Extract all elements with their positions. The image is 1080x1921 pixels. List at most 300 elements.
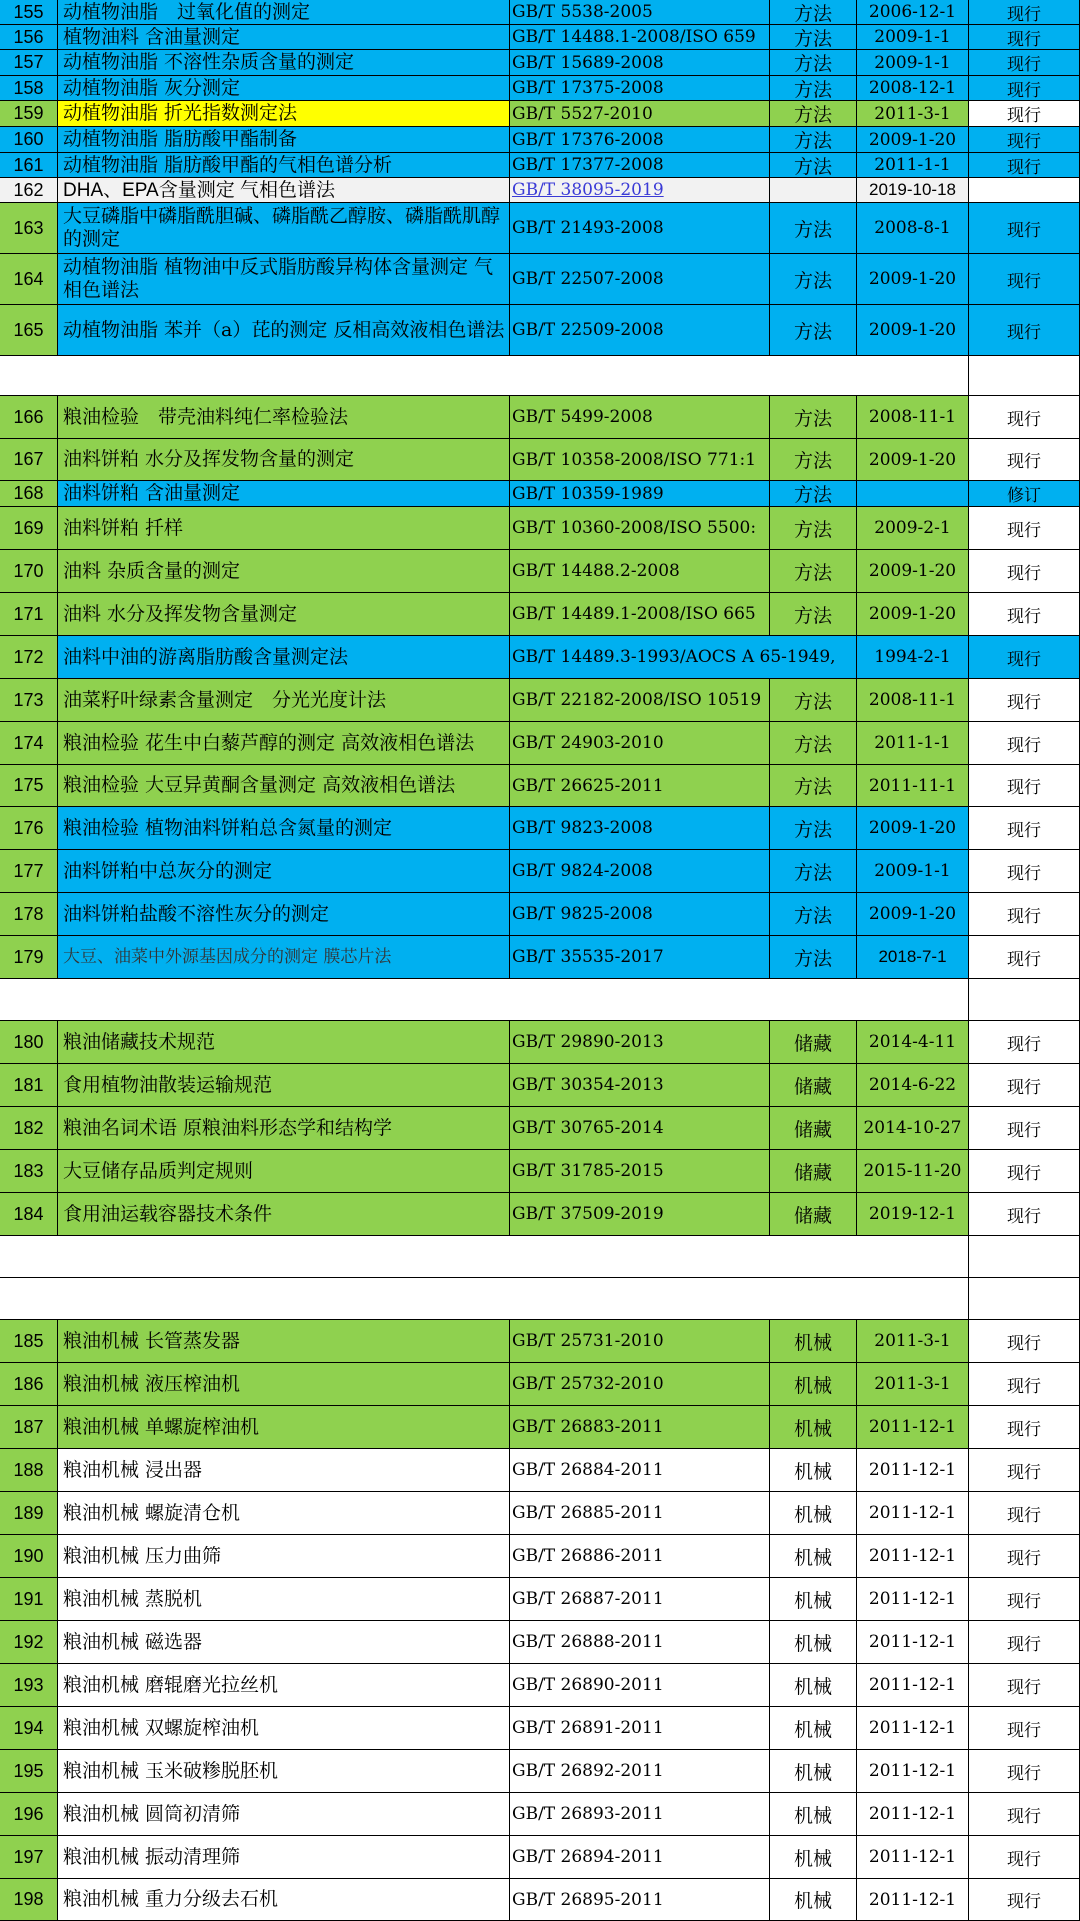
category-cell <box>770 178 857 203</box>
effective-date-cell <box>857 550 969 593</box>
effective-date-cell <box>857 1621 969 1664</box>
status-text: 现行 <box>1007 1462 1041 1483</box>
standard-name-text: 动植物油脂 植物油中反式脂肪酸异构体含量测定 气相色谱法 <box>63 256 494 301</box>
standard-code-cell <box>510 1193 770 1236</box>
table-row <box>0 936 1080 979</box>
category-cell <box>770 76 857 101</box>
row-number-text: 168 <box>13 483 44 503</box>
standard-name-text: 粮油机械 长管蒸发器 <box>63 1329 241 1352</box>
standard-name-cell <box>58 1879 510 1921</box>
effective-date-text: 2011-1-1 <box>874 155 951 175</box>
status-cell <box>969 936 1080 979</box>
category-cell <box>770 679 857 722</box>
category-text: 方法 <box>793 733 832 756</box>
blank-row <box>0 1236 1080 1278</box>
standard-name-text: DHA、EPA含量测定 气相色谱法 <box>63 179 336 201</box>
table-row <box>0 1363 1080 1406</box>
status-cell <box>969 153 1080 178</box>
effective-date-cell <box>857 1535 969 1578</box>
effective-date-cell <box>857 1879 969 1921</box>
row-number-cell <box>0 305 58 356</box>
effective-date-text: 2006-12-1 <box>868 2 957 22</box>
blank-cell <box>0 1236 969 1278</box>
category-text: 机械 <box>793 1718 832 1741</box>
table-row <box>0 1879 1080 1921</box>
row-number-cell <box>0 50 58 76</box>
row-number-text: 167 <box>13 449 44 469</box>
effective-date-cell <box>857 153 969 178</box>
table-row <box>0 153 1080 178</box>
status-cell <box>969 1664 1080 1707</box>
effective-date-text: 2011-3-1 <box>874 1374 951 1394</box>
standard-code-cell <box>510 1578 770 1621</box>
status-cell <box>969 1021 1080 1064</box>
category-text: 方法 <box>793 27 832 50</box>
category-cell <box>770 1107 857 1150</box>
standard-code-text: GB/T 26892-2011 <box>512 1761 664 1781</box>
standard-code-text: GB/T 26888-2011 <box>512 1632 664 1652</box>
status-text: 现行 <box>1007 778 1041 798</box>
standard-name-text: 植物油料 含油量测定 <box>63 25 241 48</box>
table-row <box>0 305 1080 356</box>
table-row <box>0 1449 1080 1492</box>
effective-date-cell <box>857 679 969 722</box>
row-number-cell <box>0 1107 58 1150</box>
table-row <box>0 1621 1080 1664</box>
standard-name-text: 动植物油脂 脂肪酸甲酯制备 <box>63 128 298 150</box>
standard-name-cell <box>58 439 510 481</box>
standard-name-text: 油料饼粕 扦样 <box>63 516 184 539</box>
table-row <box>0 1021 1080 1064</box>
table-row <box>0 1150 1080 1193</box>
standard-code-text: GB/T 22509-2008 <box>512 320 664 340</box>
row-number-text: 187 <box>13 1416 44 1437</box>
standard-code-text: GB/T 14489.1-2008/ISO 665 <box>512 604 756 624</box>
standard-name-text: 动植物油脂 灰分测定 <box>63 76 241 99</box>
effective-date-text: 1994-2-1 <box>874 647 951 667</box>
effective-date-text: 2009-1-20 <box>868 449 957 470</box>
standard-name-cell <box>58 76 510 101</box>
standard-code-text: GB/T 26885-2011 <box>512 1503 664 1523</box>
effective-date-cell <box>857 1750 969 1793</box>
standard-name-text: 粮油储藏技术规范 <box>63 1030 216 1053</box>
standard-name-text: 动植物油脂 脂肪酸甲酯的气相色谱分析 <box>63 153 393 176</box>
standard-name-text: 粮油检验 带壳油料纯仁率检验法 <box>63 405 349 428</box>
standard-code-cell <box>510 507 770 550</box>
effective-date-text: 2008-11-1 <box>868 690 957 710</box>
table-row <box>0 25 1080 50</box>
status-text: 现行 <box>1007 1163 1041 1184</box>
effective-date-text: 2008-11-1 <box>868 407 957 427</box>
category-text: 方法 <box>793 320 832 343</box>
category-cell <box>770 1150 857 1193</box>
effective-date-text: 2011-12-1 <box>868 1847 957 1867</box>
status-text: 现行 <box>1007 1505 1041 1526</box>
standard-code-text: GB/T 26895-2011 <box>512 1889 664 1910</box>
effective-date-text: 2011-12-1 <box>868 1761 957 1781</box>
effective-date-cell <box>857 1492 969 1535</box>
table-row <box>0 593 1080 636</box>
status-cell <box>969 25 1080 50</box>
standard-code-cell <box>510 254 770 305</box>
row-number-text: 163 <box>13 217 44 238</box>
standard-name-text: 油菜籽叶绿素含量测定 分光光度计法 <box>63 688 387 711</box>
table-row <box>0 1406 1080 1449</box>
standard-code-cell <box>510 936 770 979</box>
standard-name-cell <box>58 679 510 722</box>
status-cell <box>969 550 1080 593</box>
standard-name-cell <box>58 254 510 305</box>
status-cell <box>969 1879 1080 1921</box>
category-cell <box>770 1578 857 1621</box>
effective-date-text: 2009-1-20 <box>868 904 957 924</box>
standard-code-text[interactable]: GB/T 38095-2019 <box>512 180 664 200</box>
category-cell <box>770 1449 857 1492</box>
row-number-cell <box>0 101 58 127</box>
table-row <box>0 765 1080 807</box>
standard-name-cell <box>58 936 510 979</box>
status-text: 现行 <box>1007 1677 1041 1698</box>
category-cell <box>770 439 857 481</box>
row-number-text: 171 <box>13 603 44 624</box>
category-cell <box>770 1879 857 1921</box>
status-text: 现行 <box>1007 409 1041 430</box>
category-text: 方法 <box>793 561 832 584</box>
effective-date-text: 2008-12-1 <box>868 78 957 98</box>
standard-code-text: GB/T 25731-2010 <box>512 1331 664 1351</box>
effective-date-text: 2014-10-27 <box>863 1118 962 1138</box>
status-text: 现行 <box>1007 132 1041 152</box>
row-number-cell <box>0 936 58 979</box>
category-cell <box>770 722 857 765</box>
status-cell <box>969 1707 1080 1750</box>
row-number-cell <box>0 1621 58 1664</box>
standard-code-cell <box>510 76 770 101</box>
standard-code-text: GB/T 5499-2008 <box>512 407 653 427</box>
row-number-text: 186 <box>13 1373 44 1394</box>
category-cell <box>770 203 857 254</box>
table-row <box>0 893 1080 936</box>
status-text: 现行 <box>1007 157 1041 178</box>
standard-name-text: 食用植物油散装运输规范 <box>63 1073 273 1096</box>
standard-code-cell <box>510 101 770 127</box>
row-number-text: 190 <box>13 1545 44 1566</box>
category-cell <box>770 101 857 127</box>
category-text: 方法 <box>793 861 832 884</box>
status-cell <box>969 636 1080 679</box>
row-number-text: 193 <box>13 1674 44 1695</box>
standard-name-text: 粮油机械 螺旋清仓机 <box>63 1501 241 1524</box>
standard-name-cell <box>58 0 510 25</box>
effective-date-cell <box>857 1664 969 1707</box>
table-row <box>0 1664 1080 1707</box>
standard-code-text: GB/T 29890-2013 <box>512 1032 664 1052</box>
standard-code-cell <box>510 1879 770 1921</box>
status-text: 现行 <box>1007 1077 1041 1098</box>
standard-code-text: GB/T 21493-2008 <box>512 218 664 238</box>
row-number-text: 158 <box>13 77 44 98</box>
standard-name-text: 大豆储存品质判定规则 <box>63 1159 254 1182</box>
row-number-cell <box>0 25 58 50</box>
row-number-cell <box>0 1664 58 1707</box>
effective-date-cell <box>857 1793 969 1836</box>
status-text: 现行 <box>1007 4 1041 25</box>
row-number-cell <box>0 76 58 101</box>
row-number-text: 165 <box>13 319 44 340</box>
effective-date-text: 2011-11-1 <box>868 775 957 796</box>
section-header-row <box>0 979 1080 1021</box>
effective-date-text: 2011-12-1 <box>868 1632 957 1652</box>
table-row <box>0 1492 1080 1535</box>
row-number-text: 196 <box>13 1803 44 1824</box>
row-number-cell <box>0 636 58 679</box>
standard-code-text: GB/T 26893-2011 <box>512 1804 664 1824</box>
standard-name-cell <box>58 507 510 550</box>
status-cell <box>969 439 1080 481</box>
standard-name-cell <box>58 1406 510 1449</box>
standard-name-text: 大豆、油菜中外源基因成分的测定 膜芯片法 <box>63 946 392 967</box>
category-text: 方法 <box>793 484 832 506</box>
category-cell <box>770 1320 857 1363</box>
standard-name-cell <box>58 153 510 178</box>
standard-code-text: GB/T 26894-2011 <box>512 1847 664 1867</box>
effective-date-cell <box>857 507 969 550</box>
effective-date-cell <box>857 765 969 807</box>
standard-code-text: GB/T 30354-2013 <box>512 1075 664 1095</box>
effective-date-cell <box>857 1107 969 1150</box>
effective-date-cell <box>857 101 969 127</box>
effective-date-cell <box>857 850 969 893</box>
table-row <box>0 481 1080 507</box>
standard-code-text: GB/T 9824-2008 <box>512 861 653 881</box>
row-number-cell <box>0 850 58 893</box>
status-cell <box>969 1535 1080 1578</box>
category-text: 方法 <box>793 2 832 25</box>
row-number-text: 173 <box>13 689 44 710</box>
standard-code-cell <box>510 481 770 507</box>
category-cell <box>770 507 857 550</box>
standard-code-text: GB/T 22182-2008/ISO 10519 <box>512 690 762 710</box>
standard-code-cell <box>510 1664 770 1707</box>
row-number-text: 172 <box>13 646 44 667</box>
category-text: 储藏 <box>793 1161 832 1184</box>
status-text: 现行 <box>1007 1892 1041 1912</box>
standard-code-cell <box>510 893 770 936</box>
category-cell <box>770 893 857 936</box>
category-text: 方法 <box>793 218 832 241</box>
standard-code-cell <box>510 1793 770 1836</box>
table-row <box>0 254 1080 305</box>
effective-date-cell <box>857 1064 969 1107</box>
effective-date-cell <box>857 76 969 101</box>
standard-name-text: 粮油名词术语 原粮油料形态学和结构学 <box>63 1116 393 1139</box>
row-number-text: 179 <box>13 946 44 967</box>
standard-code-text: GB/T 17377-2008 <box>512 155 664 175</box>
table-row <box>0 722 1080 765</box>
status-text: 现行 <box>1007 863 1041 884</box>
row-number-cell <box>0 0 58 25</box>
effective-date-cell <box>857 1836 969 1879</box>
status-cell <box>969 807 1080 850</box>
effective-date-text: 2009-1-20 <box>868 604 957 624</box>
standard-code-text: GB/T 26883-2011 <box>512 1417 664 1437</box>
status-text: 现行 <box>1007 322 1041 343</box>
status-cell <box>969 76 1080 101</box>
standard-name-cell <box>58 593 510 636</box>
category-cell <box>770 1793 857 1836</box>
status-cell <box>969 1793 1080 1836</box>
status-cell <box>969 0 1080 25</box>
row-number-text: 185 <box>13 1330 44 1351</box>
standard-name-text: 粮油检验 大豆异黄酮含量测定 高效液相色谱法 <box>63 774 456 796</box>
standard-name-text: 大豆磷脂中磷脂酰胆碱、磷脂酰乙醇胺、磷脂酰肌醇的测定 <box>63 205 501 250</box>
category-text: 方法 <box>793 155 832 178</box>
effective-date-cell <box>857 439 969 481</box>
row-number-cell <box>0 1320 58 1363</box>
status-text: 现行 <box>1007 563 1041 584</box>
effective-date-text: 2011-3-1 <box>874 103 951 124</box>
table-row <box>0 1750 1080 1793</box>
standard-code-cell <box>510 1707 770 1750</box>
category-text: 储藏 <box>793 1118 832 1141</box>
effective-date-text: 2019-10-18 <box>869 180 956 199</box>
effective-date-text: 2014-6-22 <box>868 1075 957 1095</box>
category-text: 机械 <box>793 1417 832 1440</box>
standard-name-text: 粮油机械 液压榨油机 <box>63 1372 241 1395</box>
table-row <box>0 439 1080 481</box>
status-text: 现行 <box>1007 106 1041 126</box>
category-text: 方法 <box>793 776 832 798</box>
effective-date-cell <box>857 1320 969 1363</box>
standard-name-cell <box>58 1535 510 1578</box>
standard-code-text: GB/T 9825-2008 <box>512 904 653 924</box>
row-number-text: 194 <box>13 1717 44 1738</box>
table-row <box>0 0 1080 25</box>
category-text: 方法 <box>793 104 832 126</box>
category-cell <box>770 1836 857 1879</box>
table-row <box>0 807 1080 850</box>
row-number-cell <box>0 1578 58 1621</box>
standard-name-cell <box>58 1492 510 1535</box>
row-number-cell <box>0 1750 58 1793</box>
standard-name-cell <box>58 893 510 936</box>
status-cell <box>969 507 1080 550</box>
effective-date-text: 2011-12-1 <box>868 1718 957 1738</box>
row-number-cell <box>0 1836 58 1879</box>
category-text: 方法 <box>793 450 832 472</box>
standard-code-cell <box>510 1449 770 1492</box>
standard-code-cell <box>510 439 770 481</box>
standard-code-text: GB/T 5538-2005 <box>512 2 653 22</box>
effective-date-text: 2009-1-1 <box>874 27 951 47</box>
standard-name-cell <box>58 722 510 765</box>
status-text: 现行 <box>1007 80 1041 101</box>
standard-code-text: GB/T 31785-2015 <box>512 1161 664 1181</box>
row-number-cell <box>0 254 58 305</box>
category-text: 储藏 <box>793 1075 832 1098</box>
category-cell <box>770 396 857 439</box>
standard-name-text: 粮油机械 单螺旋榨油机 <box>63 1415 260 1438</box>
row-number-text: 177 <box>13 860 44 881</box>
category-text: 储藏 <box>793 1204 832 1227</box>
status-cell <box>969 1449 1080 1492</box>
effective-date-text: 2008-8-1 <box>874 218 951 238</box>
row-number-cell <box>0 807 58 850</box>
standard-name-cell <box>58 1320 510 1363</box>
row-number-text: 189 <box>13 1502 44 1523</box>
effective-date-cell <box>857 178 969 203</box>
standard-code-text: GB/T 10359-1989 <box>512 483 664 504</box>
effective-date-cell <box>857 1193 969 1236</box>
standard-code-text: GB/T 25732-2010 <box>512 1374 664 1394</box>
status-text: 现行 <box>1007 1333 1041 1354</box>
status-cell <box>969 101 1080 127</box>
category-text: 方法 <box>793 818 832 841</box>
effective-date-text: 2011-12-1 <box>868 1417 957 1437</box>
table-row <box>0 850 1080 893</box>
standard-name-cell <box>58 1578 510 1621</box>
table-row <box>0 50 1080 76</box>
category-text: 机械 <box>793 1890 832 1912</box>
status-cell <box>969 765 1080 807</box>
standard-code-cell[interactable] <box>510 178 770 203</box>
standard-code-text: GB/T 14488.1-2008/ISO 659 <box>512 27 756 47</box>
standard-code-text: GB/T 37509-2019 <box>512 1204 664 1224</box>
category-cell <box>770 807 857 850</box>
table-row <box>0 203 1080 254</box>
status-cell <box>969 893 1080 936</box>
effective-date-cell <box>857 1449 969 1492</box>
status-cell <box>969 593 1080 636</box>
row-number-text: 182 <box>13 1117 44 1138</box>
standard-name-cell <box>58 481 510 507</box>
category-text: 储藏 <box>793 1032 832 1055</box>
table-row <box>0 1193 1080 1236</box>
category-cell <box>770 25 857 50</box>
row-number-cell <box>0 178 58 203</box>
standard-name-text: 动植物油脂 苯并（a）芘的测定 反相高效液相色谱法 <box>63 318 505 341</box>
standard-code-text: GB/T 5527-2010 <box>512 103 653 124</box>
blank-cell <box>969 1236 1080 1278</box>
category-text: 机械 <box>793 1632 832 1655</box>
row-number-text: 160 <box>13 129 44 149</box>
standard-code-text: GB/T 14488.2-2008 <box>512 561 680 581</box>
category-cell <box>770 1707 857 1750</box>
category-cell <box>770 1021 857 1064</box>
table-row <box>0 396 1080 439</box>
standard-code-text: GB/T 26625-2011 <box>512 775 664 796</box>
status-cell <box>969 396 1080 439</box>
row-number-cell <box>0 893 58 936</box>
standard-code-cell <box>510 550 770 593</box>
category-cell <box>770 0 857 25</box>
row-number-text: 169 <box>13 517 44 538</box>
status-text: 现行 <box>1007 1720 1041 1741</box>
standard-name-text: 动植物油脂 不溶性杂质含量的测定 <box>63 51 355 73</box>
effective-date-cell <box>857 593 969 636</box>
standard-name-text: 油料 水分及挥发物含量测定 <box>63 602 298 625</box>
row-number-cell <box>0 507 58 550</box>
standard-name-cell <box>58 1707 510 1750</box>
standard-name-text: 粮油机械 蒸脱机 <box>63 1587 203 1610</box>
standard-code-cell <box>510 679 770 722</box>
status-text: 现行 <box>1007 29 1041 50</box>
standard-code-text: GB/T 26886-2011 <box>512 1546 664 1566</box>
status-cell <box>969 203 1080 254</box>
standard-name-cell <box>58 1150 510 1193</box>
standard-code-cell <box>510 1750 770 1793</box>
effective-date-cell <box>857 1406 969 1449</box>
